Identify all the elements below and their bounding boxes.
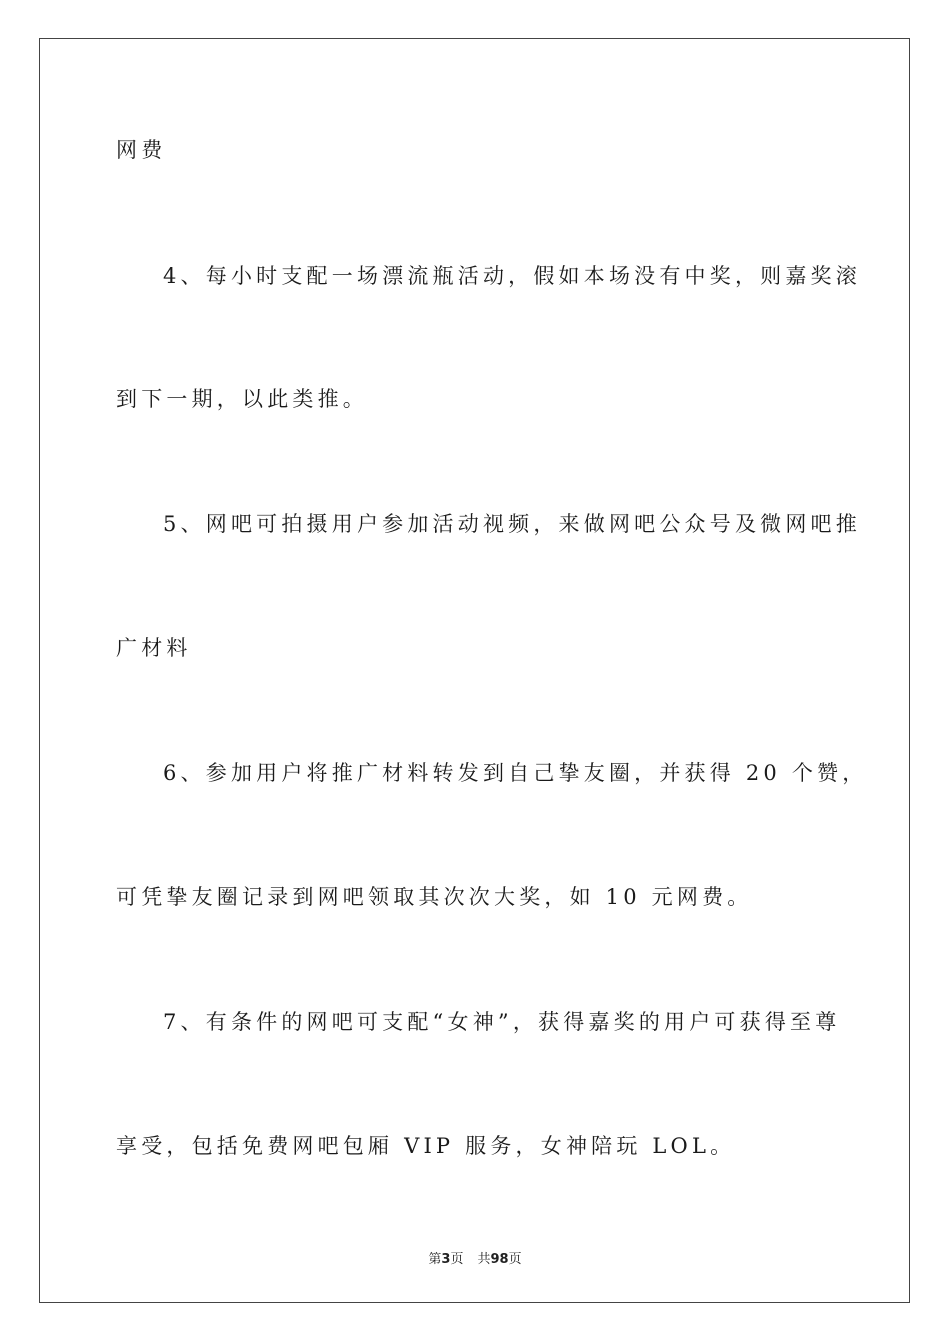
footer-total-pages: 98 — [490, 1252, 509, 1267]
text-line-3: 到下一期，以此类推。 — [116, 387, 368, 411]
text-line-5: 广材料 — [116, 636, 192, 660]
text-line-6: 6、参加用户将推广材料转发到自己挚友圈，并获得 20 个赞， — [163, 761, 868, 785]
footer-total-prefix: 共 — [477, 1252, 491, 1267]
footer-total-suffix: 页 — [508, 1252, 522, 1267]
text-line-7: 可凭挚友圈记录到网吧领取其次次大奖，如 10 元网费。 — [116, 885, 753, 909]
text-line-2: 4、每小时支配一场漂流瓶活动，假如本场没有中奖，则嘉奖滚 — [163, 264, 861, 288]
page-footer — [0, 1248, 950, 1267]
footer-page-suffix: 页 — [450, 1252, 464, 1267]
text-line-4: 5、网吧可拍摄用户参加活动视频，来做网吧公众号及微网吧推 — [163, 512, 861, 536]
text-line-1: 网费 — [116, 138, 167, 162]
footer-page-number: 3 — [441, 1252, 451, 1267]
text-line-9: 享受，包括免费网吧包厢 VIP 服务，女神陪玩 LOL。 — [116, 1134, 736, 1158]
text-line-8: 7、有条件的网吧可支配“女神”，获得嘉奖的用户可获得至尊 — [163, 1010, 841, 1034]
page-border — [39, 38, 910, 1303]
footer-page-prefix: 第 — [428, 1252, 442, 1267]
